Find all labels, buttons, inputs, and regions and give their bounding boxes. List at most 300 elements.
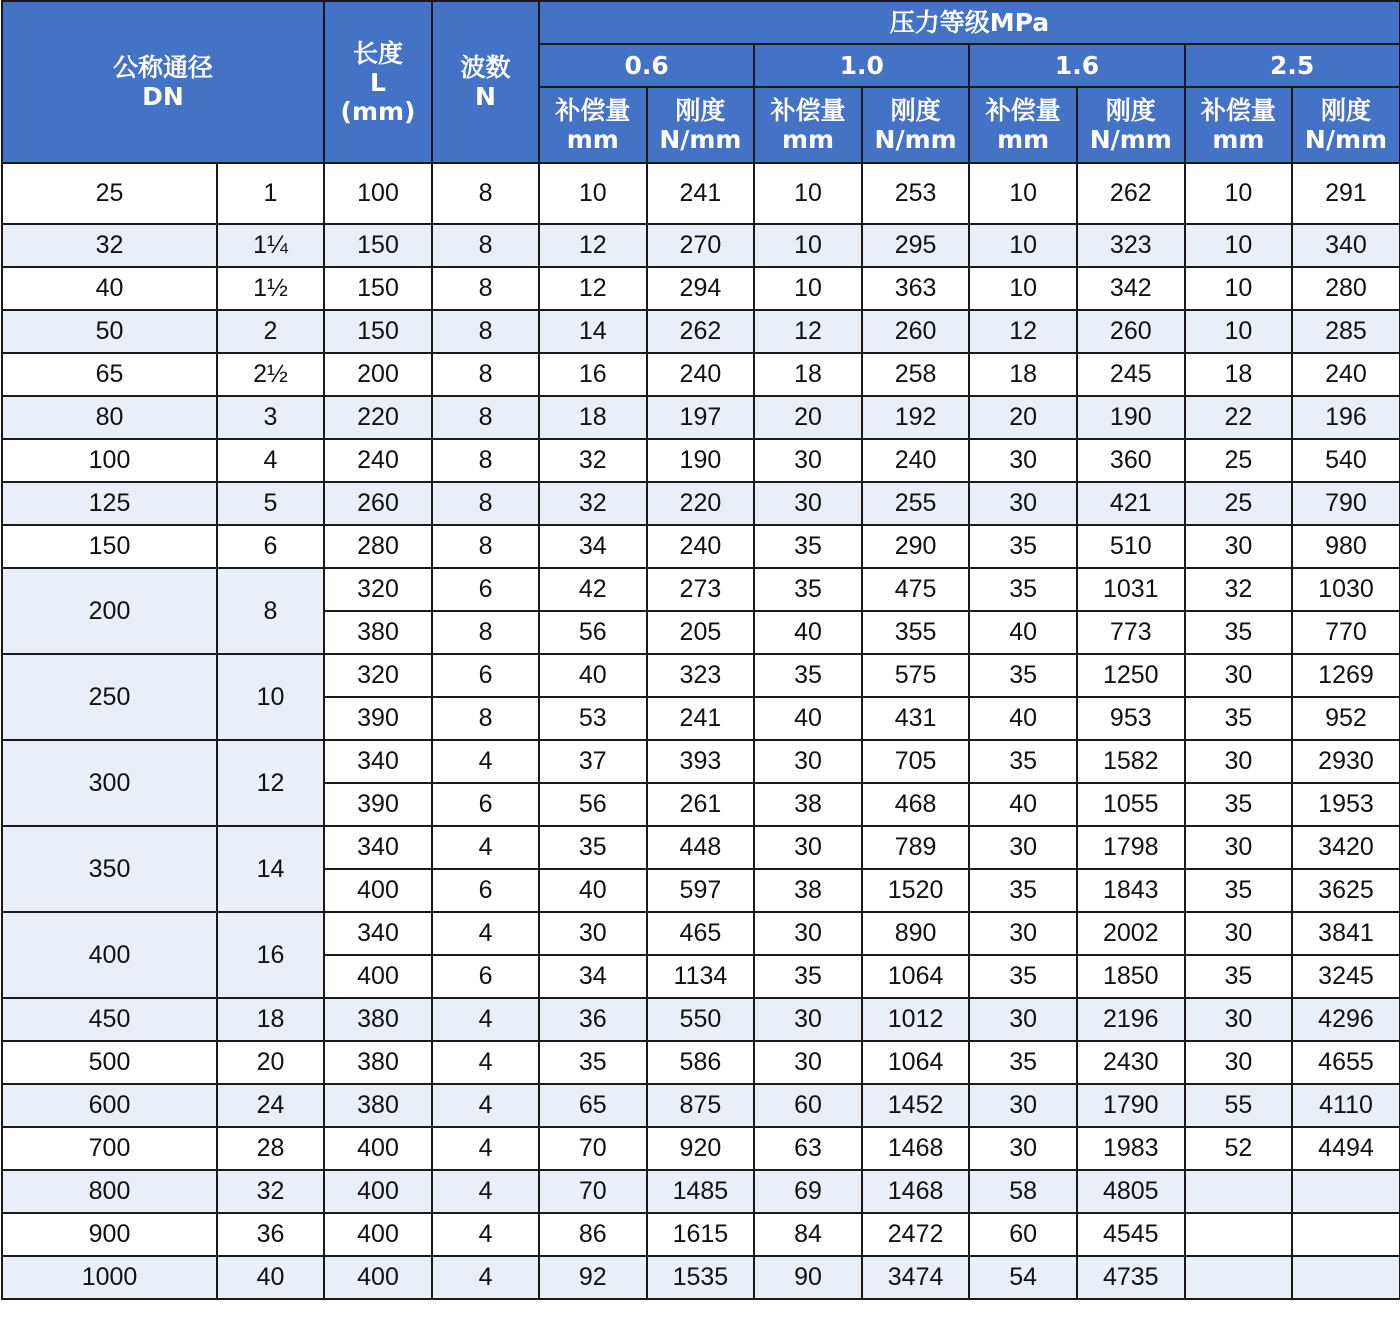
cell-compensation: 30 (754, 912, 862, 955)
cell-compensation: 40 (539, 869, 647, 912)
cell-compensation: 40 (969, 783, 1077, 826)
table-row (2, 353, 1400, 396)
cell-compensation: 65 (539, 1084, 647, 1127)
cell-stiffness: 2930 (1292, 740, 1400, 783)
cell-stiffness: 258 (862, 353, 970, 396)
cell-compensation: 70 (539, 1170, 647, 1213)
cell-length: 260 (324, 482, 432, 525)
table-header (2, 1, 1400, 163)
cell-compensation: 20 (754, 396, 862, 439)
cell-compensation: 40 (539, 654, 647, 697)
cell-stiffness: 953 (1077, 697, 1185, 740)
cell-stiffness (1292, 1213, 1400, 1256)
cell-dn: 125 (2, 482, 217, 525)
cell-compensation: 84 (754, 1213, 862, 1256)
cell-compensation: 34 (539, 525, 647, 568)
cell-stiffness: 1452 (862, 1084, 970, 1127)
table-row (2, 912, 1400, 955)
cell-stiffness: 952 (1292, 697, 1400, 740)
cell-stiffness: 291 (1292, 163, 1400, 224)
cell-compensation (1185, 1213, 1293, 1256)
header-wave-count: 波数 N (432, 1, 539, 163)
cell-stiffness: 241 (647, 163, 755, 224)
cell-waves: 8 (432, 310, 539, 353)
cell-stiffness: 3474 (862, 1256, 970, 1299)
cell-stiffness: 3420 (1292, 826, 1400, 869)
cell-stiffness: 431 (862, 697, 970, 740)
table-body (2, 163, 1400, 1299)
cell-stiffness: 393 (647, 740, 755, 783)
cell-stiffness: 1843 (1077, 869, 1185, 912)
cell-stiffness: 890 (862, 912, 970, 955)
cell-inch: 36 (217, 1213, 324, 1256)
cell-dn: 800 (2, 1170, 217, 1213)
cell-waves: 8 (432, 224, 539, 267)
cell-stiffness: 1269 (1292, 654, 1400, 697)
cell-waves: 8 (432, 163, 539, 224)
cell-dn: 150 (2, 525, 217, 568)
cell-compensation (1185, 1170, 1293, 1213)
cell-compensation: 30 (754, 998, 862, 1041)
header-stiffness: 刚度 N/mm (862, 87, 970, 163)
cell-compensation: 34 (539, 955, 647, 998)
cell-inch: 20 (217, 1041, 324, 1084)
cell-stiffness: 1031 (1077, 568, 1185, 611)
table-row (2, 482, 1400, 525)
cell-stiffness: 1055 (1077, 783, 1185, 826)
cell-inch: 5 (217, 482, 324, 525)
cell-compensation: 60 (969, 1213, 1077, 1256)
cell-stiffness: 3625 (1292, 869, 1400, 912)
cell-compensation: 35 (754, 525, 862, 568)
cell-compensation: 10 (969, 267, 1077, 310)
cell-compensation: 63 (754, 1127, 862, 1170)
cell-stiffness (1292, 1256, 1400, 1299)
cell-compensation: 35 (969, 568, 1077, 611)
cell-stiffness (1292, 1170, 1400, 1213)
cell-stiffness: 475 (862, 568, 970, 611)
cell-compensation: 35 (969, 654, 1077, 697)
cell-inch: 8 (217, 568, 324, 654)
cell-compensation: 30 (969, 1127, 1077, 1170)
cell-compensation: 10 (754, 267, 862, 310)
cell-waves: 8 (432, 697, 539, 740)
cell-length: 380 (324, 1084, 432, 1127)
cell-compensation: 52 (1185, 1127, 1293, 1170)
cell-compensation: 35 (1185, 869, 1293, 912)
cell-compensation: 35 (754, 568, 862, 611)
cell-stiffness: 3841 (1292, 912, 1400, 955)
cell-stiffness: 4735 (1077, 1256, 1185, 1299)
cell-length: 220 (324, 396, 432, 439)
cell-stiffness: 1850 (1077, 955, 1185, 998)
cell-compensation: 32 (1185, 568, 1293, 611)
cell-compensation: 10 (969, 163, 1077, 224)
cell-stiffness: 255 (862, 482, 970, 525)
table-row (2, 1127, 1400, 1170)
cell-inch: 3 (217, 396, 324, 439)
cell-dn: 50 (2, 310, 217, 353)
cell-stiffness: 1468 (862, 1127, 970, 1170)
table-row (2, 310, 1400, 353)
cell-compensation: 30 (754, 826, 862, 869)
cell-stiffness: 197 (647, 396, 755, 439)
cell-length: 390 (324, 697, 432, 740)
cell-compensation: 12 (969, 310, 1077, 353)
cell-waves: 4 (432, 1256, 539, 1299)
cell-length: 400 (324, 1213, 432, 1256)
cell-compensation: 30 (754, 740, 862, 783)
cell-stiffness: 262 (647, 310, 755, 353)
cell-inch: 1 (217, 163, 324, 224)
cell-stiffness: 295 (862, 224, 970, 267)
cell-stiffness: 789 (862, 826, 970, 869)
cell-compensation: 10 (539, 163, 647, 224)
cell-waves: 8 (432, 396, 539, 439)
cell-stiffness: 285 (1292, 310, 1400, 353)
cell-inch: 14 (217, 826, 324, 912)
cell-compensation: 12 (539, 224, 647, 267)
table-row (2, 654, 1400, 697)
cell-dn: 600 (2, 1084, 217, 1127)
cell-compensation: 25 (1185, 439, 1293, 482)
cell-compensation: 30 (969, 439, 1077, 482)
cell-compensation: 18 (969, 353, 1077, 396)
cell-stiffness: 4655 (1292, 1041, 1400, 1084)
cell-dn: 900 (2, 1213, 217, 1256)
cell-compensation: 35 (969, 869, 1077, 912)
cell-compensation: 10 (1185, 267, 1293, 310)
cell-compensation: 70 (539, 1127, 647, 1170)
cell-stiffness: 1030 (1292, 568, 1400, 611)
cell-compensation: 14 (539, 310, 647, 353)
cell-length: 400 (324, 1256, 432, 1299)
cell-length: 400 (324, 869, 432, 912)
cell-stiffness: 468 (862, 783, 970, 826)
cell-stiffness: 240 (647, 525, 755, 568)
cell-compensation: 30 (969, 482, 1077, 525)
cell-compensation: 35 (754, 955, 862, 998)
cell-compensation: 10 (1185, 310, 1293, 353)
cell-dn: 250 (2, 654, 217, 740)
cell-compensation: 35 (969, 740, 1077, 783)
cell-dn: 40 (2, 267, 217, 310)
table-row (2, 163, 1400, 224)
cell-stiffness: 323 (1077, 224, 1185, 267)
cell-compensation: 30 (754, 1041, 862, 1084)
cell-compensation: 32 (539, 439, 647, 482)
cell-compensation: 35 (754, 654, 862, 697)
cell-waves: 8 (432, 611, 539, 654)
cell-stiffness: 4545 (1077, 1213, 1185, 1256)
cell-stiffness: 360 (1077, 439, 1185, 482)
cell-stiffness: 2430 (1077, 1041, 1185, 1084)
cell-stiffness: 241 (647, 697, 755, 740)
header-pressure-2-5: 2.5 (1185, 44, 1400, 87)
cell-compensation: 30 (1185, 654, 1293, 697)
cell-inch: 18 (217, 998, 324, 1041)
cell-compensation: 35 (1185, 611, 1293, 654)
cell-inch: 2½ (217, 353, 324, 396)
cell-length: 340 (324, 912, 432, 955)
cell-compensation: 42 (539, 568, 647, 611)
cell-dn: 32 (2, 224, 217, 267)
cell-stiffness: 770 (1292, 611, 1400, 654)
table-row (2, 998, 1400, 1041)
cell-compensation: 90 (754, 1256, 862, 1299)
cell-waves: 6 (432, 869, 539, 912)
cell-compensation: 35 (1185, 955, 1293, 998)
cell-stiffness: 323 (647, 654, 755, 697)
cell-stiffness: 260 (862, 310, 970, 353)
cell-inch: 1¼ (217, 224, 324, 267)
cell-compensation: 18 (539, 396, 647, 439)
cell-inch: 10 (217, 654, 324, 740)
cell-stiffness: 260 (1077, 310, 1185, 353)
cell-compensation: 30 (969, 998, 1077, 1041)
cell-inch: 12 (217, 740, 324, 826)
cell-length: 280 (324, 525, 432, 568)
cell-stiffness: 586 (647, 1041, 755, 1084)
cell-stiffness: 240 (647, 353, 755, 396)
cell-waves: 8 (432, 482, 539, 525)
cell-length: 340 (324, 826, 432, 869)
cell-compensation: 30 (754, 439, 862, 482)
cell-stiffness: 1983 (1077, 1127, 1185, 1170)
cell-compensation: 30 (969, 1084, 1077, 1127)
table-row (2, 740, 1400, 783)
cell-stiffness: 980 (1292, 525, 1400, 568)
cell-waves: 4 (432, 1170, 539, 1213)
cell-compensation: 16 (539, 353, 647, 396)
cell-compensation: 38 (754, 869, 862, 912)
cell-length: 200 (324, 353, 432, 396)
cell-compensation: 10 (969, 224, 1077, 267)
table-row (2, 1213, 1400, 1256)
table-row (2, 1170, 1400, 1213)
table-row (2, 396, 1400, 439)
cell-stiffness: 342 (1077, 267, 1185, 310)
cell-length: 150 (324, 310, 432, 353)
cell-compensation: 18 (1185, 353, 1293, 396)
header-pressure-1-6: 1.6 (969, 44, 1184, 87)
cell-compensation: 53 (539, 697, 647, 740)
header-nominal-diameter: 公称通径 DN (2, 1, 324, 163)
cell-compensation (1185, 1256, 1293, 1299)
cell-length: 400 (324, 955, 432, 998)
header-compensation: 补偿量 mm (1185, 87, 1293, 163)
cell-stiffness: 240 (1292, 353, 1400, 396)
cell-waves: 4 (432, 998, 539, 1041)
cell-compensation: 36 (539, 998, 647, 1041)
table-row (2, 224, 1400, 267)
cell-compensation: 30 (1185, 740, 1293, 783)
header-stiffness: 刚度 N/mm (1077, 87, 1185, 163)
cell-stiffness: 192 (862, 396, 970, 439)
cell-dn: 25 (2, 163, 217, 224)
header-stiffness: 刚度 N/mm (647, 87, 755, 163)
cell-compensation: 18 (754, 353, 862, 396)
cell-stiffness: 205 (647, 611, 755, 654)
cell-stiffness: 465 (647, 912, 755, 955)
cell-waves: 6 (432, 568, 539, 611)
cell-stiffness: 273 (647, 568, 755, 611)
header-pressure-1-0: 1.0 (754, 44, 969, 87)
cell-inch: 6 (217, 525, 324, 568)
cell-stiffness: 1953 (1292, 783, 1400, 826)
cell-waves: 4 (432, 826, 539, 869)
cell-stiffness: 190 (647, 439, 755, 482)
cell-waves: 4 (432, 912, 539, 955)
cell-stiffness: 4296 (1292, 998, 1400, 1041)
cell-waves: 4 (432, 1213, 539, 1256)
cell-stiffness: 2196 (1077, 998, 1185, 1041)
cell-length: 390 (324, 783, 432, 826)
cell-inch: 2 (217, 310, 324, 353)
cell-compensation: 35 (539, 826, 647, 869)
cell-compensation: 30 (969, 912, 1077, 955)
cell-length: 240 (324, 439, 432, 482)
cell-compensation: 58 (969, 1170, 1077, 1213)
cell-compensation: 30 (1185, 525, 1293, 568)
cell-compensation: 10 (1185, 224, 1293, 267)
cell-compensation: 55 (1185, 1084, 1293, 1127)
cell-stiffness: 1535 (647, 1256, 755, 1299)
cell-dn: 80 (2, 396, 217, 439)
cell-length: 380 (324, 611, 432, 654)
header-length: 长度 L (mm) (324, 1, 432, 163)
cell-compensation: 35 (1185, 697, 1293, 740)
cell-dn: 65 (2, 353, 217, 396)
cell-stiffness: 240 (862, 439, 970, 482)
cell-waves: 6 (432, 955, 539, 998)
cell-compensation: 35 (969, 1041, 1077, 1084)
cell-stiffness: 510 (1077, 525, 1185, 568)
cell-waves: 8 (432, 525, 539, 568)
cell-compensation: 12 (754, 310, 862, 353)
cell-dn: 450 (2, 998, 217, 1041)
cell-stiffness: 3245 (1292, 955, 1400, 998)
cell-length: 380 (324, 998, 432, 1041)
cell-waves: 8 (432, 353, 539, 396)
cell-stiffness: 4110 (1292, 1084, 1400, 1127)
cell-stiffness: 196 (1292, 396, 1400, 439)
cell-stiffness: 253 (862, 163, 970, 224)
cell-compensation: 30 (1185, 826, 1293, 869)
cell-dn: 200 (2, 568, 217, 654)
cell-length: 400 (324, 1170, 432, 1213)
cell-waves: 4 (432, 1127, 539, 1170)
cell-stiffness: 1468 (862, 1170, 970, 1213)
cell-compensation: 30 (539, 912, 647, 955)
cell-waves: 8 (432, 439, 539, 482)
cell-compensation: 30 (969, 826, 1077, 869)
cell-dn: 500 (2, 1041, 217, 1084)
cell-stiffness: 280 (1292, 267, 1400, 310)
cell-dn: 300 (2, 740, 217, 826)
cell-compensation: 40 (969, 697, 1077, 740)
cell-stiffness: 1615 (647, 1213, 755, 1256)
cell-stiffness: 1012 (862, 998, 970, 1041)
cell-compensation: 32 (539, 482, 647, 525)
table-row (2, 826, 1400, 869)
table-row (2, 267, 1400, 310)
cell-dn: 1000 (2, 1256, 217, 1299)
cell-compensation: 35 (969, 525, 1077, 568)
header-compensation: 补偿量 mm (754, 87, 862, 163)
cell-compensation: 30 (1185, 998, 1293, 1041)
cell-compensation: 10 (754, 163, 862, 224)
cell-waves: 6 (432, 654, 539, 697)
cell-compensation: 22 (1185, 396, 1293, 439)
cell-stiffness: 220 (647, 482, 755, 525)
cell-stiffness: 1520 (862, 869, 970, 912)
cell-stiffness: 920 (647, 1127, 755, 1170)
cell-dn: 700 (2, 1127, 217, 1170)
cell-compensation: 20 (969, 396, 1077, 439)
cell-stiffness: 705 (862, 740, 970, 783)
cell-stiffness: 245 (1077, 353, 1185, 396)
cell-inch: 4 (217, 439, 324, 482)
cell-waves: 4 (432, 1084, 539, 1127)
cell-stiffness: 1582 (1077, 740, 1185, 783)
cell-stiffness: 355 (862, 611, 970, 654)
cell-stiffness: 1790 (1077, 1084, 1185, 1127)
cell-stiffness: 448 (647, 826, 755, 869)
cell-compensation: 56 (539, 611, 647, 654)
cell-compensation: 30 (1185, 912, 1293, 955)
cell-compensation: 25 (1185, 482, 1293, 525)
table-row (2, 1256, 1400, 1299)
cell-compensation: 35 (539, 1041, 647, 1084)
cell-stiffness: 597 (647, 869, 755, 912)
table-row (2, 568, 1400, 611)
table-row (2, 1041, 1400, 1084)
cell-inch: 40 (217, 1256, 324, 1299)
cell-stiffness: 540 (1292, 439, 1400, 482)
table-row (2, 1084, 1400, 1127)
cell-stiffness: 1064 (862, 1041, 970, 1084)
header-pressure-class: 压力等级MPa (539, 1, 1400, 44)
cell-length: 150 (324, 224, 432, 267)
cell-stiffness: 1485 (647, 1170, 755, 1213)
cell-compensation: 92 (539, 1256, 647, 1299)
cell-stiffness: 575 (862, 654, 970, 697)
cell-length: 380 (324, 1041, 432, 1084)
cell-compensation: 40 (969, 611, 1077, 654)
table-row (2, 439, 1400, 482)
cell-compensation: 54 (969, 1256, 1077, 1299)
cell-length: 150 (324, 267, 432, 310)
cell-compensation: 86 (539, 1213, 647, 1256)
header-compensation: 补偿量 mm (969, 87, 1077, 163)
cell-inch: 28 (217, 1127, 324, 1170)
cell-compensation: 40 (754, 611, 862, 654)
cell-stiffness: 262 (1077, 163, 1185, 224)
cell-stiffness: 773 (1077, 611, 1185, 654)
cell-stiffness: 550 (647, 998, 755, 1041)
cell-compensation: 56 (539, 783, 647, 826)
cell-waves: 4 (432, 1041, 539, 1084)
cell-compensation: 69 (754, 1170, 862, 1213)
cell-length: 320 (324, 654, 432, 697)
cell-compensation: 37 (539, 740, 647, 783)
cell-length: 100 (324, 163, 432, 224)
cell-stiffness: 1798 (1077, 826, 1185, 869)
cell-length: 320 (324, 568, 432, 611)
cell-dn: 400 (2, 912, 217, 998)
cell-stiffness: 875 (647, 1084, 755, 1127)
